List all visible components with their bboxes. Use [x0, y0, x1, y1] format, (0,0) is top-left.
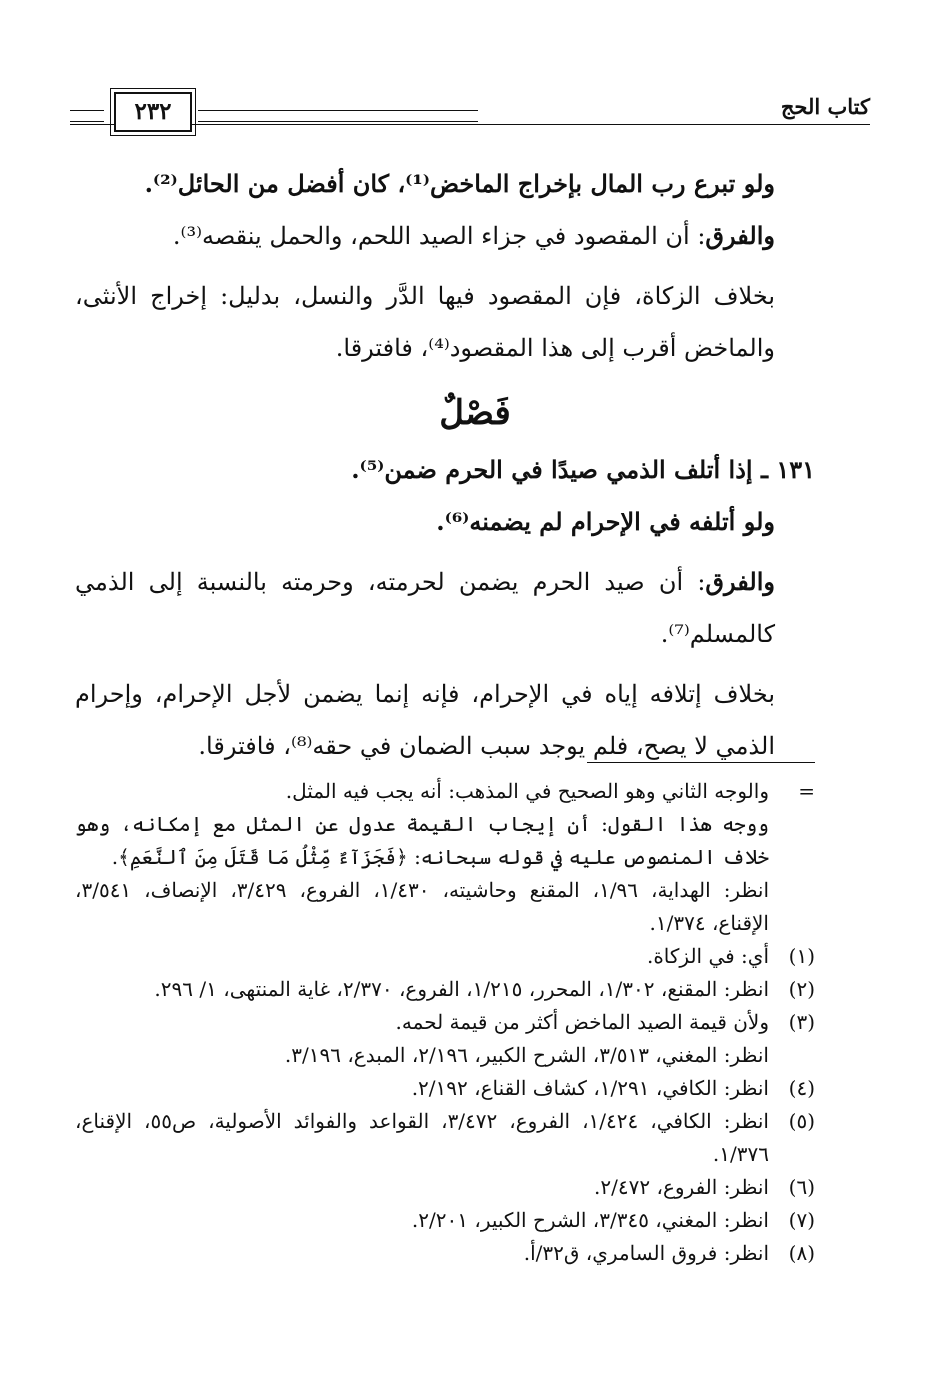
- paragraph-7: بخلاف إتلافه إياه في الإحرام، فإنه إنما يضمن لأجل الإحرام، وإحرام الذمي لا يصح، فلم يوجد سبب الضمان في حقه⁽⁸⁾، فافترقا.: [75, 680, 775, 760]
- footnote-continuation: [75, 775, 815, 940]
- footnote-line: انظر: المقنع، ١/٣٠٢، المحرر، ١/٢١٥، الفروع، ٢/٣٧٠، غاية المنتهى، ١/ ٢٩٦.: [154, 977, 769, 1001]
- footnote-8: [75, 1237, 815, 1270]
- footnote-marker: (٢): [788, 977, 815, 1001]
- chapter-title: كتاب الحج: [780, 94, 870, 119]
- footnote-line: انظر: الكافي، ١/٢٩١، كشاف القناع، ٢/١٩٢.: [411, 1076, 769, 1100]
- footnote-5: [75, 1105, 815, 1171]
- footnote-7: [75, 1204, 815, 1237]
- running-header: [70, 92, 870, 136]
- header-ornament-middle: [198, 110, 478, 122]
- footnote-1: [75, 940, 815, 973]
- footnote-line: انظر: المغني، ٣/٥١٣، الشرح الكبير، ٢/١٩٦، المبدع، ٣/١٩٦.: [284, 1043, 769, 1067]
- footnote-4: [75, 1072, 815, 1105]
- footnotes: [75, 775, 815, 1270]
- footnote-line: انظر: الهداية، ١/٩٦، المقنع وحاشيته، ١/٤٣٠، الفروع، ٣/٤٢٩، الإنصاف، ٣/٥٤١، الإقناع، ١/٣٧٤.: [75, 878, 769, 935]
- paragraph-2-text: : أن المقصود في جزاء الصيد اللحم، والحمل ينقصه⁽³⁾.: [172, 222, 706, 250]
- issue-number: ١٣١ ـ: [760, 455, 815, 484]
- footnote-marker: (٧): [788, 1208, 815, 1232]
- footnote-marker: (٦): [788, 1175, 815, 1199]
- footnote-marker: (٨): [788, 1241, 815, 1265]
- footnote-marker: (٣): [788, 1010, 815, 1034]
- footnote-line: ولأن قيمة الصيد الماخض أكثر من قيمة لحمه.: [395, 1010, 769, 1034]
- footnote-line: انظر: فروق السامري، ق٣٢/أ.: [523, 1241, 769, 1265]
- footnote-line: انظر: المغني، ٣/٣٤٥، الشرح الكبير، ٢/٢٠١.: [411, 1208, 769, 1232]
- paragraph-6-text: : أن صيد الحرم يضمن لحرمته، وحرمته بالنسبة إلى الذمي كالمسلم⁽⁷⁾.: [75, 568, 775, 648]
- difference-label: والفرق: [705, 567, 775, 596]
- page-number: ٢٣٢: [114, 92, 192, 132]
- main-text: [75, 158, 815, 772]
- footnote-line: انظر: الفروع، ٢/٤٧٢.: [594, 1175, 769, 1199]
- footnote-separator: [587, 762, 815, 763]
- footnote-marker: (٤): [788, 1076, 815, 1100]
- paragraph-2: [75, 210, 815, 262]
- footnote-marker: (٥): [788, 1109, 815, 1133]
- paragraph-6: [75, 556, 815, 660]
- footnote-line: أي: في الزكاة.: [646, 944, 769, 968]
- footnote-2: [75, 973, 815, 1006]
- difference-label: والفرق: [705, 221, 775, 250]
- footnote-line: والوجه الثاني وهو الصحيح في المذهب: أنه يجب فيه المثل.: [285, 779, 769, 803]
- footnote-marker: (١): [788, 944, 815, 968]
- paragraph-1: ولو تبرع رب المال بإخراج الماخض⁽¹⁾، كان أفضل من الحائل⁽²⁾.: [144, 169, 775, 198]
- footnote-6: [75, 1171, 815, 1204]
- footnote-line: انظر: الكافي، ١/٤٢٤، الفروع، ٣/٤٧٢، القواعد والفوائد الأصولية، ص٥٥، الإقناع، ١/٣٧٦.: [75, 1109, 769, 1166]
- footnote-3: [75, 1006, 815, 1072]
- footnote-line: ووجه هذا القول: أن إيجاب القيمة عدول عن المثل مع إمكانه، وهو خلاف المنصوص عليه في قوله سبحانه: ﴿فَجَزَآءٌ مِّثْلُ مَا قَتَلَ مِنَ ٱلنَّعَمِ﴾.: [75, 812, 769, 869]
- header-ornament-left: [70, 110, 104, 122]
- paragraph-4-text: إذا أتلف الذمي صيدًا في الحرم ضمن⁽⁵⁾.: [351, 455, 753, 484]
- section-heading: فَصْلٌ: [439, 393, 511, 433]
- continuation-marker: =: [798, 779, 815, 803]
- paragraph-4: [75, 444, 815, 496]
- paragraph-5: ولو أتلفه في الإحرام لم يضمنه⁽⁶⁾.: [436, 507, 775, 536]
- paragraph-3: بخلاف الزكاة، فإن المقصود فيها الدَّر والنسل، بدليل: إخراج الأنثى، والماخض أقرب إلى هذا المقصود⁽⁴⁾، فافترقا.: [75, 282, 775, 362]
